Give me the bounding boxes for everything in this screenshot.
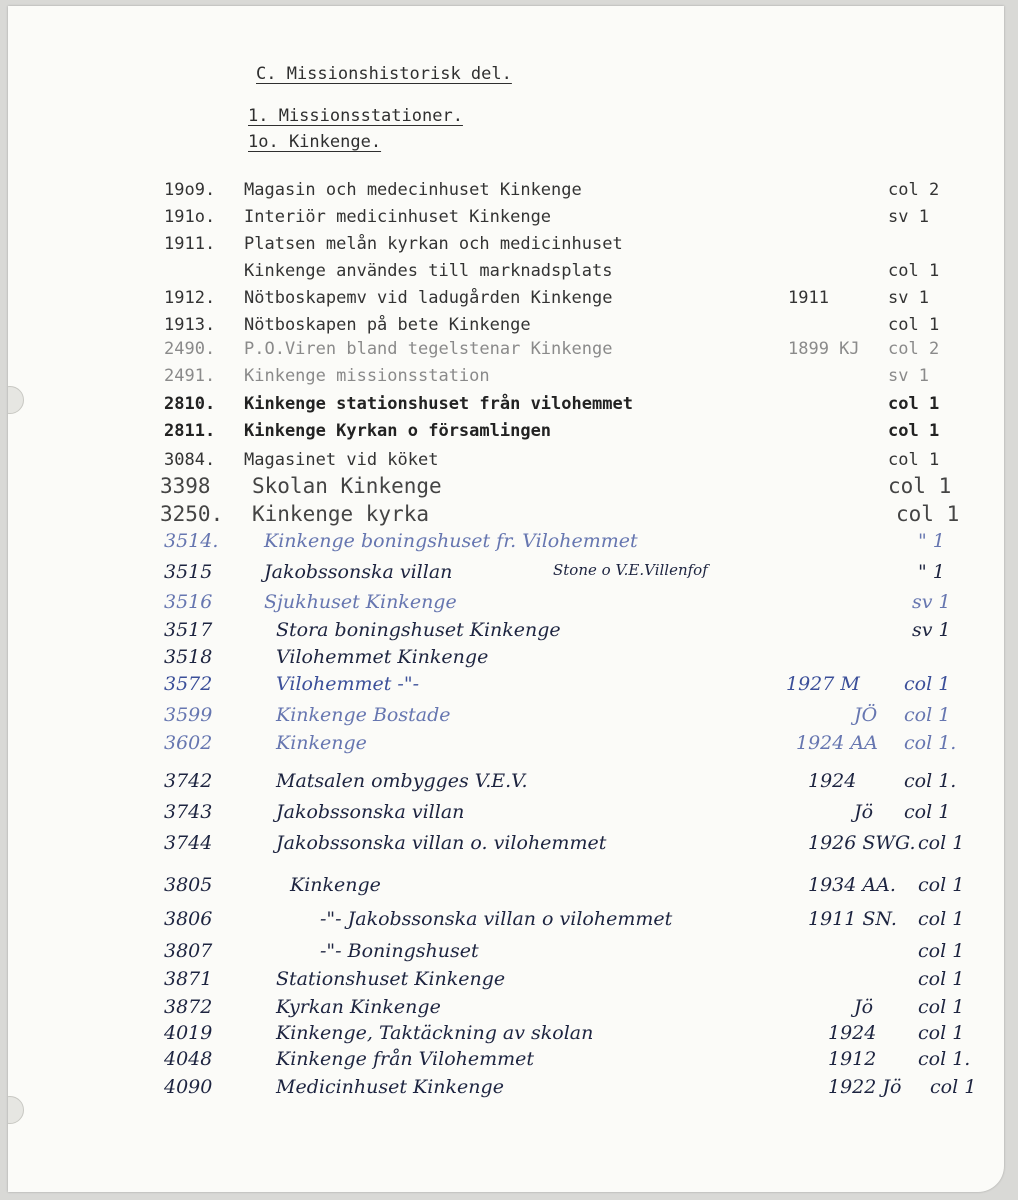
- entry-year: 1924 AA: [796, 732, 878, 754]
- list-item: [8, 874, 1004, 900]
- list-item: [8, 704, 1004, 730]
- entry-code: col 2: [888, 339, 940, 359]
- entry-code: sv 1: [888, 366, 929, 386]
- entry-code: col 1: [888, 474, 952, 498]
- entry-number: 1911.: [164, 234, 216, 254]
- entry-code: col 1: [888, 315, 940, 335]
- entry-title: Skolan Kinkenge: [252, 474, 442, 498]
- entry-year: 1922 Jö: [828, 1076, 902, 1098]
- entry-number: 3517: [164, 619, 213, 641]
- list-item: [8, 339, 1004, 365]
- entry-note: Stone o V.E.Villenfof: [553, 561, 708, 579]
- entry-number: 3744: [164, 832, 213, 854]
- section-heading: C. Missionshistorisk del.: [256, 64, 512, 84]
- entry-title: Interiör medicinhuset Kinkenge: [244, 207, 552, 227]
- list-item: [8, 619, 1004, 645]
- entry-year: Jö: [854, 996, 874, 1018]
- list-item: [8, 530, 1004, 556]
- list-item: [8, 366, 1004, 392]
- entry-title: Stationshuset Kinkenge: [276, 968, 506, 990]
- entry-title: Kinkenge användes till marknadsplats: [244, 261, 613, 281]
- entry-title: Kinkenge boningshuset fr. Vilohemmet: [264, 530, 638, 552]
- entry-code: col 1: [930, 1076, 977, 1098]
- list-item: [8, 207, 1004, 233]
- list-item: [8, 968, 1004, 994]
- entry-year: 1927 M: [786, 673, 860, 695]
- archive-card: [8, 6, 1004, 1192]
- list-item: [8, 421, 1004, 447]
- entry-code: col 1: [888, 394, 940, 414]
- entry-number: 3516: [164, 591, 213, 613]
- entry-year: 1911 SN.: [808, 908, 897, 930]
- entry-number: 3805: [164, 874, 213, 896]
- entry-number: 3872: [164, 996, 213, 1018]
- list-item: [8, 1076, 1004, 1102]
- list-item: [8, 234, 1004, 260]
- list-item: [8, 180, 1004, 206]
- entry-number: 3599: [164, 704, 213, 726]
- entry-number: 3518: [164, 646, 213, 668]
- entry-code: col 1: [896, 502, 960, 526]
- entry-title: Nötboskapemv vid ladugården Kinkenge: [244, 288, 613, 308]
- entry-code: col 1.: [918, 1048, 971, 1070]
- entry-code: col 1.: [904, 732, 957, 754]
- entry-number: 19o9.: [164, 180, 216, 200]
- entry-title: Sjukhuset Kinkenge: [264, 591, 457, 613]
- entry-title: Kinkenge stationshuset från vilohemmet: [244, 394, 633, 414]
- entry-number: 3743: [164, 801, 213, 823]
- entry-code: col 1: [904, 673, 951, 695]
- entry-year: 1934 AA.: [808, 874, 896, 896]
- entry-title: Kinkenge Kyrkan o församlingen: [244, 421, 552, 441]
- entry-year: 1911: [788, 288, 829, 308]
- entry-code: sv 1: [888, 288, 929, 308]
- entry-code: col 1.: [904, 770, 957, 792]
- entry-number: 2490.: [164, 339, 216, 359]
- list-item: [8, 450, 1004, 476]
- entry-number: 4048: [164, 1048, 213, 1070]
- entry-title: Kyrkan Kinkenge: [276, 996, 441, 1018]
- entry-number: 4019: [164, 1022, 213, 1044]
- entry-code: " 1: [918, 530, 945, 552]
- entry-title: Vilohemmet -"-: [276, 673, 419, 695]
- list-item: [8, 940, 1004, 966]
- list-item: [8, 1022, 1004, 1048]
- entry-code: col 1: [918, 908, 965, 930]
- station-heading: 1o. Kinkenge.: [248, 132, 382, 152]
- entry-title: -"- Jakobssonska villan o vilohemmet: [320, 908, 673, 930]
- entry-code: col 1: [918, 1022, 965, 1044]
- entry-number: 3602: [164, 732, 213, 754]
- entry-title: Kinkenge från Vilohemmet: [276, 1048, 535, 1070]
- entry-number: 3806: [164, 908, 213, 930]
- entry-code: col 1: [888, 261, 940, 281]
- entry-code: col 1: [888, 450, 940, 470]
- entry-title: Platsen melån kyrkan och medicinhuset: [244, 234, 623, 254]
- list-item: [8, 474, 1004, 500]
- list-item: [8, 996, 1004, 1022]
- entry-number: 3742: [164, 770, 213, 792]
- entry-number: 3514.: [164, 530, 219, 552]
- entry-title: Kinkenge: [290, 874, 381, 896]
- list-item: [8, 261, 1004, 287]
- entry-code: col 1: [918, 940, 965, 962]
- entry-number: 3398: [160, 474, 211, 498]
- entry-code: col 2: [888, 180, 940, 200]
- list-item: [8, 288, 1004, 314]
- entry-number: 1913.: [164, 315, 216, 335]
- list-item: [8, 646, 1004, 672]
- list-item: [8, 801, 1004, 827]
- list-item: [8, 591, 1004, 617]
- entry-code: sv 1: [912, 619, 951, 641]
- entry-title: Stora boningshuset Kinkenge: [276, 619, 561, 641]
- list-item: [8, 315, 1004, 341]
- entry-year: 1899 KJ: [788, 339, 860, 359]
- list-item: [8, 908, 1004, 934]
- subsection-heading: 1. Missionsstationer.: [248, 106, 463, 126]
- entry-number: 3572: [164, 673, 213, 695]
- entry-year: Jö: [854, 801, 874, 823]
- entry-title: Vilohemmet Kinkenge: [276, 646, 489, 668]
- list-item: [8, 561, 1004, 587]
- entry-number: 4090: [164, 1076, 213, 1098]
- entry-title: Matsalen ombygges V.E.V.: [276, 770, 528, 792]
- entry-title: Jakobssonska villan o. vilohemmet: [276, 832, 607, 854]
- list-item: [8, 1048, 1004, 1074]
- entry-code: col 1: [904, 704, 951, 726]
- entry-number: 2810.: [164, 394, 216, 414]
- entry-code: sv 1: [912, 591, 951, 613]
- entry-number: 1912.: [164, 288, 216, 308]
- entry-title: -"- Boningshuset: [320, 940, 479, 962]
- entry-year: JÖ: [854, 704, 878, 726]
- entry-number: 3084.: [164, 450, 216, 470]
- entry-title: Kinkenge: [276, 732, 367, 754]
- entry-code: col 1: [904, 801, 951, 823]
- entry-number: 2491.: [164, 366, 216, 386]
- entry-title: Kinkenge missionsstation: [244, 366, 490, 386]
- entry-number: 191o.: [164, 207, 216, 227]
- entry-code: col 1: [918, 996, 965, 1018]
- entry-year: 1924: [828, 1022, 877, 1044]
- entry-year: 1924: [808, 770, 857, 792]
- list-item: [8, 832, 1004, 858]
- entry-title: Kinkenge, Taktäckning av skolan: [276, 1022, 594, 1044]
- entry-number: 3250.: [160, 502, 224, 526]
- entry-code: col 1: [888, 421, 940, 441]
- entry-title: Nötboskapen på bete Kinkenge: [244, 315, 531, 335]
- entry-year: 1912: [828, 1048, 877, 1070]
- entry-number: 3871: [164, 968, 213, 990]
- entry-title: Kinkenge kyrka: [252, 502, 430, 526]
- entry-number: 3515: [164, 561, 213, 583]
- entry-title: Jakobssonska villan: [276, 801, 465, 823]
- entry-code: " 1: [918, 561, 945, 583]
- entry-title: Magasin och medecinhuset Kinkenge: [244, 180, 582, 200]
- entry-code: col 1: [918, 832, 965, 854]
- entry-title: Jakobssonska villan: [264, 561, 453, 583]
- entry-code: sv 1: [888, 207, 929, 227]
- entry-year: 1926 SWG.: [808, 832, 916, 854]
- entry-code: col 1: [918, 968, 965, 990]
- list-item: [8, 732, 1004, 758]
- entry-title: Magasinet vid köket: [244, 450, 439, 470]
- entry-number: 2811.: [164, 421, 216, 441]
- entry-title: P.O.Viren bland tegelstenar Kinkenge: [244, 339, 613, 359]
- entry-title: Medicinhuset Kinkenge: [276, 1076, 504, 1098]
- list-item: [8, 502, 1004, 528]
- list-item: [8, 770, 1004, 796]
- list-item: [8, 673, 1004, 699]
- entry-title: Kinkenge Bostade: [276, 704, 451, 726]
- entry-number: 3807: [164, 940, 213, 962]
- list-item: [8, 394, 1004, 420]
- entry-code: col 1: [918, 874, 965, 896]
